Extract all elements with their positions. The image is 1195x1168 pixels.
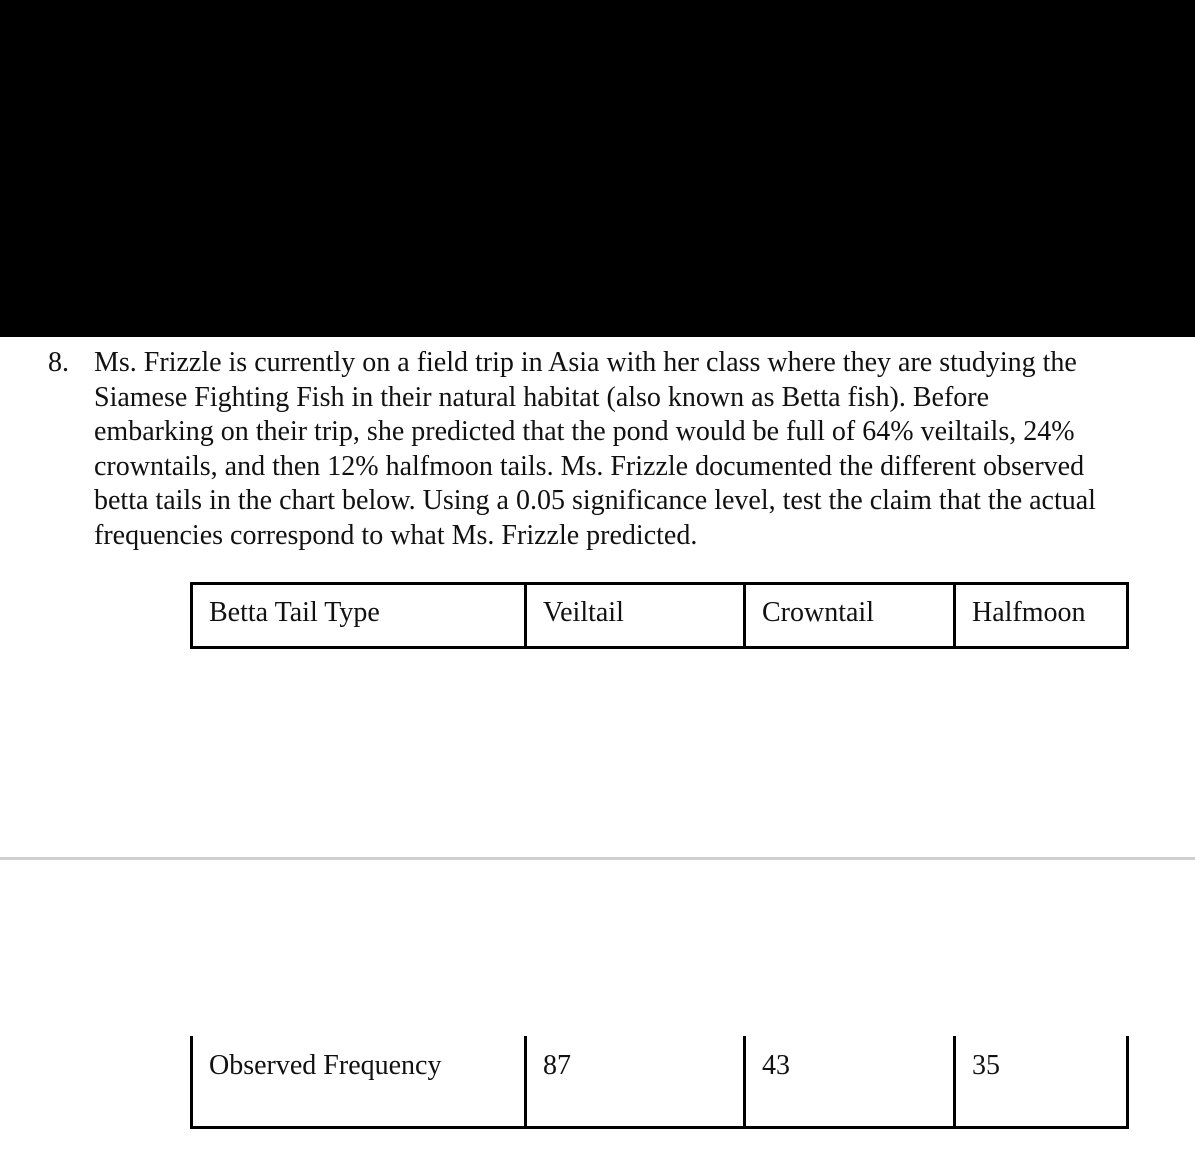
header-cell-crowntail: Crowntail xyxy=(745,584,955,648)
table-row xyxy=(192,1036,1128,1127)
question-text: Ms. Frizzle is currently on a field trip in Asia with her class where they are studying the Siamese Fighting Fish in their natural habitat (also known as Betta fish). Before embarking on their trip, she predicted that the pond would be full of 64% veiltails, 24% crowntails, and then 12% halfmoon tails. Ms. Frizzle documented the different observed betta tails in the chart below. Using a 0.05 significance level, test the claim that the actual frequencies correspond to what Ms. Frizzle predicted. xyxy=(94,347,1096,551)
table-row xyxy=(192,584,1128,648)
header-cell-halfmoon: Halfmoon xyxy=(955,584,1128,648)
cell-veiltail-count: 87 xyxy=(526,1036,745,1127)
row-label-observed-frequency: Observed Frequency xyxy=(192,1036,526,1127)
tail-type-header-table xyxy=(190,582,1129,649)
header-cell-tail-type: Betta Tail Type xyxy=(192,584,526,648)
cell-halfmoon-count: 35 xyxy=(955,1036,1128,1127)
header-cell-veiltail: Veiltail xyxy=(526,584,745,648)
redacted-region xyxy=(0,0,1195,337)
question-number: 8. xyxy=(48,347,69,378)
cell-crowntail-count: 43 xyxy=(745,1036,955,1127)
observed-frequency-table xyxy=(190,1036,1129,1129)
page-divider xyxy=(0,857,1195,860)
